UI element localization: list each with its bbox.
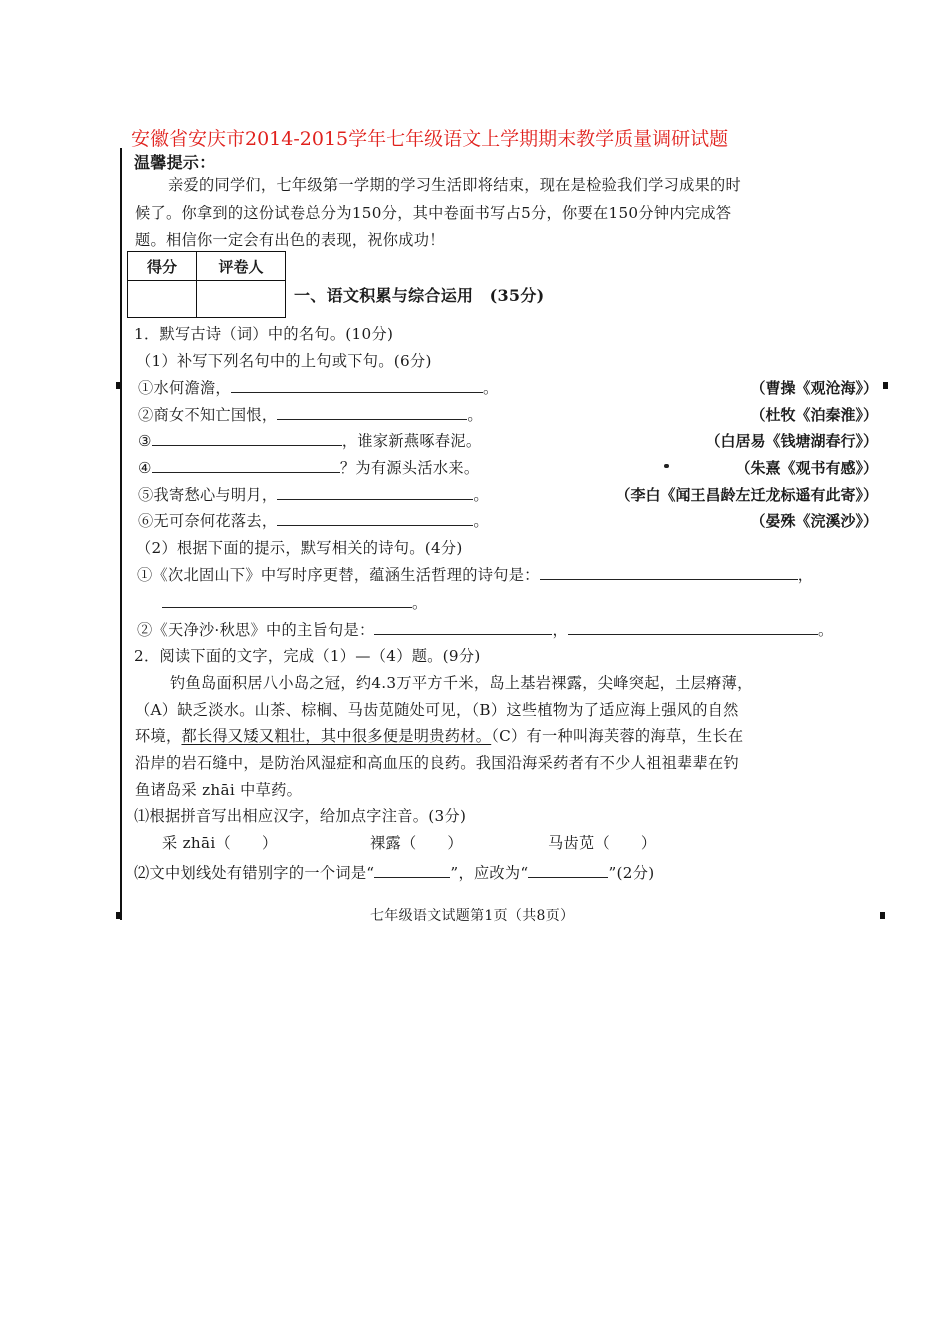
scan-left-border [120, 148, 122, 920]
hint-1-line-2: 。 [162, 592, 428, 613]
recite-item-3: ③ ，谁家新燕啄春泥。 [138, 432, 482, 450]
passage-line-4: 沿岸的岩石缝中，是防治风湿症和高血压的良药。我国沿海采药者有不少人祖祖辈辈在钓 [135, 754, 740, 772]
scan-mark [883, 382, 888, 389]
pinyin-item-2[interactable]: 裸露（ ） [370, 834, 463, 852]
answer-blank[interactable] [277, 511, 473, 526]
answer-blank[interactable] [374, 863, 450, 878]
hint-1: ①《次北固山下》中写时序更替，蕴涵生活哲理的诗句是： ， [137, 566, 814, 584]
answer-blank[interactable] [152, 458, 340, 473]
passage-line-2: （A）缺乏淡水。山茶、棕榈、马齿苋随处可见，（B）这些植物为了适应海上强风的自然 [135, 701, 739, 719]
underlined-phrase: 都长得又矮又粗壮，其中很多便是明贵药材。 [181, 727, 492, 745]
recite-item-6: ⑥无可奈何花落去， 。 [138, 512, 489, 530]
answer-blank[interactable] [277, 405, 467, 420]
document-title: 安徽省安庆市2014-2015学年七年级语文上学期期末教学质量调研试题 [131, 128, 729, 150]
tip-line-1: 亲爱的同学们，七年级第一学期的学习生活即将结束，现在是检验我们学习成果的时 [168, 176, 742, 194]
score-table [127, 251, 286, 318]
source-5: （李白《闻王昌龄左迁龙标遥有此寄》） [615, 486, 878, 504]
recite-item-4: ④ ？为有源头活水来。 [138, 459, 480, 477]
passage-line-1: 钓鱼岛面积居八小岛之冠，约4.3万平方千米，岛上基岩裸露，尖峰突起，土层瘠薄， [170, 674, 753, 692]
pinyin-item-1[interactable]: 采 zhāi（ ） [162, 834, 278, 852]
scan-mark [116, 912, 121, 919]
recite-item-2: ②商女不知亡国恨， 。 [138, 406, 483, 424]
source-6: （晏殊《浣溪沙》） [750, 512, 878, 530]
source-3: （白居易《钱塘湖春行》） [705, 432, 878, 450]
answer-blank[interactable] [540, 565, 798, 580]
score-header: 得分 [128, 252, 197, 281]
answer-blank[interactable] [568, 620, 818, 635]
section-1-title: 一、语文积累与综合运用 (35分) [294, 286, 545, 305]
grader-cell[interactable] [197, 281, 286, 318]
scan-mark [880, 912, 885, 919]
q2-sub2: ⑵文中划线处有错别字的一个词是“ ”，应改为“ ”(2分) [134, 864, 655, 882]
recite-item-1: ①水何澹澹， 。 [138, 379, 499, 397]
scan-mark [116, 382, 121, 389]
source-4: （朱熹《观书有感》） [735, 459, 878, 477]
passage-line-5: 鱼诸岛采 zhāi 中草药。 [135, 781, 303, 799]
ink-spot [664, 464, 669, 468]
tip-heading: 温馨提示： [134, 153, 216, 172]
score-cell[interactable] [128, 281, 197, 318]
source-2: （杜牧《泊秦淮》） [750, 406, 878, 424]
tip-line-3: 题。相信你一定会有出色的表现，祝你成功！ [135, 231, 445, 249]
answer-blank[interactable] [162, 593, 412, 608]
tip-line-2: 候了。你拿到的这份试卷总分为150分，其中卷面书写占5分，你要在150分钟内完成答 [135, 204, 732, 222]
recite-item-5: ⑤我寄愁心与明月， 。 [138, 486, 489, 504]
q1-title: 1．默写古诗（词）中的名句。(10分) [134, 325, 394, 343]
passage-line-3: 环境，都长得又矮又粗壮，其中很多便是明贵药材。（C）有一种叫海芙蓉的海草，生长在 [135, 727, 744, 745]
answer-blank[interactable] [152, 431, 342, 446]
q2-sub1: ⑴根据拼音写出相应汉字，给加点字注音。(3分) [134, 807, 467, 825]
answer-blank[interactable] [277, 485, 473, 500]
q2-title: 2．阅读下面的文字，完成（1）—（4）题。(9分) [134, 647, 481, 665]
answer-blank[interactable] [528, 863, 608, 878]
grader-header: 评卷人 [197, 252, 286, 281]
q1-sub2: （2）根据下面的提示，默写相关的诗句。(4分) [136, 539, 463, 557]
source-1: （曹操《观沧海》） [750, 379, 878, 397]
answer-blank[interactable] [231, 378, 483, 393]
hint-2: ②《天净沙·秋思》中的主旨句是： ， 。 [137, 621, 834, 639]
q1-sub1: （1）补写下列名句中的上句或下句。(6分) [136, 352, 432, 370]
page-footer: 七年级语文试题第1页（共8页） [370, 908, 575, 924]
pinyin-item-3[interactable]: 马齿苋（ ） [548, 834, 657, 852]
answer-blank[interactable] [374, 620, 552, 635]
